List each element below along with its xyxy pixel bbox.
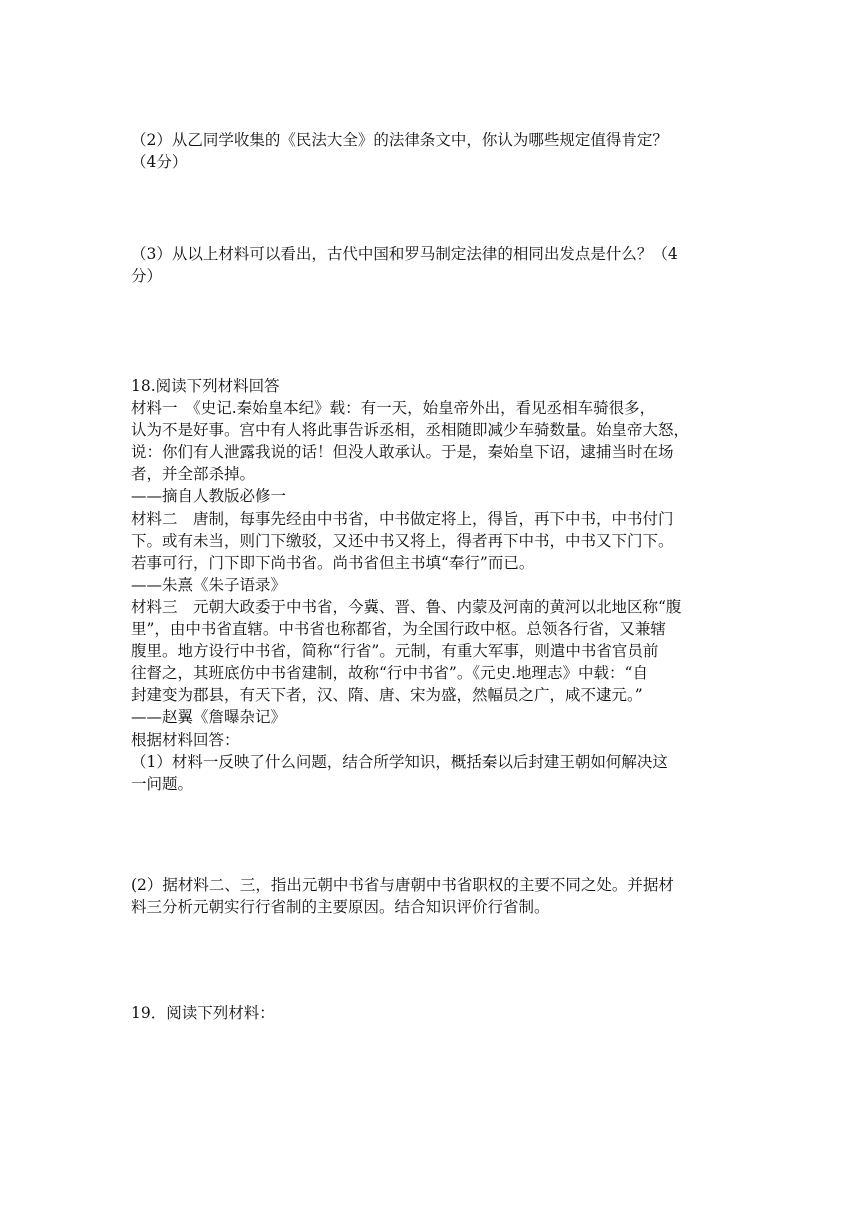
question-3-text: （3）从以上材料可以看出，古代中国和罗马制定法律的相同出发点是什么？（4 bbox=[131, 245, 678, 263]
material-2-line: 材料二 唐制，每事先经由中书省，中书做定将上，得旨，再下中书，中书付门 bbox=[131, 510, 674, 528]
material-3-line: 封建变为郡县，有天下者，汉、隋、唐、宋为盛，然幅员之广，咸不逮元。” bbox=[131, 686, 643, 704]
material-1-line: 认为不是好事。宫中有人将此事告诉丞相，丞相随即减少车骑数量。始皇帝大怒， bbox=[131, 421, 690, 439]
answer-prompt: 根据材料回答： bbox=[131, 731, 240, 749]
question-18-1-line: 一问题。 bbox=[131, 775, 194, 793]
question-2-points: （4分） bbox=[131, 153, 188, 171]
question-18-1-line: （1）材料一反映了什么问题，结合所学知识，概括秦以后封建王朝如何解决这 bbox=[131, 753, 668, 771]
material-1-line: 材料一 《史记.秦始皇本纪》载：有一天，始皇帝外出，看见丞相车骑很多， bbox=[131, 399, 656, 417]
question-3-points: 分） bbox=[131, 267, 163, 285]
material-3-line: 腹里。地方设行中书省，简称“行省”。元制，有重大军事，则遣中书省官员前 bbox=[131, 642, 659, 660]
question-18-heading: 18.阅读下列材料回答 bbox=[131, 377, 280, 395]
material-2-source: ——朱熹《朱子语录》 bbox=[131, 576, 287, 594]
material-3-line: 材料三 元朝大政委于中书省，今冀、晋、鲁、内蒙及河南的黄河以北地区称“腹 bbox=[131, 598, 682, 616]
material-3-line: 里”，由中书省直辖。中书省也称都省，为全国行政中枢。总领各行省，又兼辖 bbox=[131, 620, 666, 638]
question-18-2-line: (2）据材料二、三，指出元朝中书省与唐朝中书省职权的主要不同之处。并据材 bbox=[131, 876, 674, 894]
material-1-source: ——摘自人教版必修一 bbox=[131, 487, 287, 505]
material-3-line: 往督之，其班底仿中书省建制，故称“行中书省”。《元史.地理志》中载：“自 bbox=[131, 664, 648, 682]
material-2-line: 若事可行，门下即下尚书省。尚书省但主书填“奉行”而已。 bbox=[131, 554, 535, 572]
question-18-2-line: 料三分析元朝实行行省制的主要原因。结合知识评价行省制。 bbox=[131, 898, 550, 916]
material-3-source: ——赵翼《詹曝杂记》 bbox=[131, 708, 287, 726]
question-2-text: （2）从乙同学收集的《民法大全》的法律条文中，你认为哪些规定值得肯定？ bbox=[131, 131, 668, 149]
material-2-line: 下。或有未当，则门下缴驳，又还中书又将上，得者再下中书，中书又下门下。 bbox=[131, 532, 674, 550]
material-1-line: 者，并全部杀掉。 bbox=[131, 465, 256, 483]
question-19-heading: 19．阅读下列材料： bbox=[131, 1004, 275, 1022]
material-1-line: 说：你们有人泄露我说的话！但没人敢承认。于是，秦始皇下诏，逮捕当时在场 bbox=[131, 443, 674, 461]
